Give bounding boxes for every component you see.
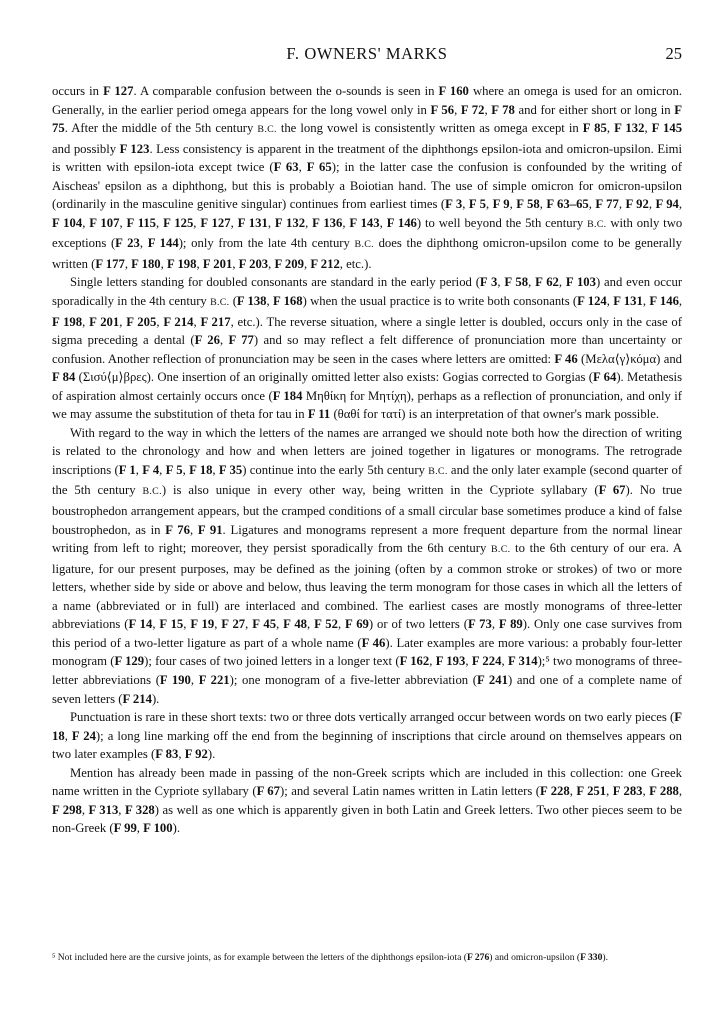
paragraph: Single letters standing for doubled consonants are standard in the early period (F 3, F 58, F 62, F 103) and even occur sporadically in the 4th century B.C. (F 138, F 168) when the usual practice is to write both consonants (F 124, F 131, F 146, F 198, F 201, F 205, F 214, F 217, etc.). The reverse situation, where a single letter is doubled, occurs only in the case of sigma preceding a dental (F 26, F 77) and so may reflect a felt difference of pronunciation more than uncertainty or confusion. Another reflection of pronunciation may be seen in the cases where letters are omitted: F 46 (Μελα⟨γ⟩κόμα) and F 84 (Σισύ⟨μ⟩βρες). One insertion of an originally omitted letter also exists: Gogias corrected to Gorgias (F 64). Metathesis of aspiration almost certainly occurs once (F 184 Μηθίκη for Μητίχη), perhaps as a reflection of pronunciation, and only if we may assume the substitution of theta for tau in F 11 (θαθί for τατί) is an interpretation of that owner's mark possible. [52,275,683,422]
paragraph: Punctuation is rare in these short texts: two or three dots vertically arranged occur between words on two early pieces (F 18, F 24); a long line marking off the end from the beginning of inscriptions that circle around on themselves appears on two later examples (F 83, F 92). [52,710,682,762]
footnote: ⁵ Not included here are the cursive joints, as for example between the letters of the diphthongs epsilon-iota (F 276) and omicron-upsilon (F 330). [52,952,608,963]
paragraph: Mention has already been made in passing of the non-Greek scripts which are included in this collection: one Greek name written in the Cypriote syllabary (F 67); and several Latin names written in Latin letters (F 228, F 251, F 283, F 288, F 298, F 313, F 328) as well as one which is apparently given in both Latin and Greek letters. Two other pieces seem to be non-Greek (F 99, F 100). [52,765,683,836]
page-number: 25 [665,44,682,63]
page-header [52,44,682,66]
paragraph: occurs in F 127. A comparable confusion between the o-sounds is seen in F 160 where an omega is used for an omicron. Generally, in the earlier period omega appears for the long vowel only in F 56, F 72, F 78 and for either short or long in F 75. After the middle of the 5th century B.C. the long vowel is consistently written as omega except in F 85, F 132, F 145 and possibly F 123. Less consistency is apparent in the treatment of the diphthongs epsilon-iota and omicron-upsilon. Eimi is written with epsilon-iota except twice (F 63, F 65); in the latter case the confusion is confounded by the writing of Aischeas' epsilon as a diphthong, but this is probably a Boiotian hand. The use of simple omicron for omicron-upsilon (ordinarily in the masculine genitive singular) continues from earliest times (F 3, F 5, F 9, F 58, F 63–65, F 77, F 92, F 94, F 104, F 107, F 115, F 125, F 127, F 131, F 132, F 136, F 143, F 146) to well beyond the 5th century B.C. with only two exceptions (F 23, F 144); only from the late 4th century B.C. does the diphthong omicron-upsilon come to be generally written (F 177, F 180, F 198, F 201, F 203, F 209, F 212, etc.). [52,84,683,271]
body-text [52,82,682,838]
running-head: F. OWNERS' MARKS [286,44,448,63]
paragraph: With regard to the way in which the letters of the names are arranged we should note both how the direction of writing is related to the chronology and how and when letters are joined together in ligatures or monograms. The retrograde inscriptions (F 1, F 4, F 5, F 18, F 35) continue into the early 5th century B.C. and the only later example (second quarter of the 5th century B.C.) is also unique in every other way, being written in the Cypriote syllabary (F 67). No true boustrophedon arrangement appears, but the cramped conditions of a small circular base sometimes produce a kind of false boustrophedon, as in F 76, F 91. Ligatures and monograms represent a more frequent departure from the normal linear writing from left to right; moreover, they persist sporadically from the 6th century B.C. to the 6th century of our era. A ligature, for our present purposes, may be defined as the joining (often by a common stroke or strokes) of two or more letters, whether side by side or above and below, thus leaving the term monogram for those cases in which all the letters of a name (abbreviated or in full) are interlaced and combined. The earliest cases are mostly monograms of three-letter abbreviations (F 14, F 15, F 19, F 27, F 45, F 48, F 52, F 69) or of two letters (F 73, F 89). Only one case survives from this period of a two-letter ligature as part of a whole name (F 46). Later examples are more various: a probably four-letter monogram (F 129); four cases of two joined letters in a longer text (F 162, F 193, F 224, F 314);⁵ two monograms of three-letter abbreviations (F 190, F 221); one monogram of a five-letter abbreviation (F 241) and one of a complete name of seven letters (F 214). [52,425,683,706]
